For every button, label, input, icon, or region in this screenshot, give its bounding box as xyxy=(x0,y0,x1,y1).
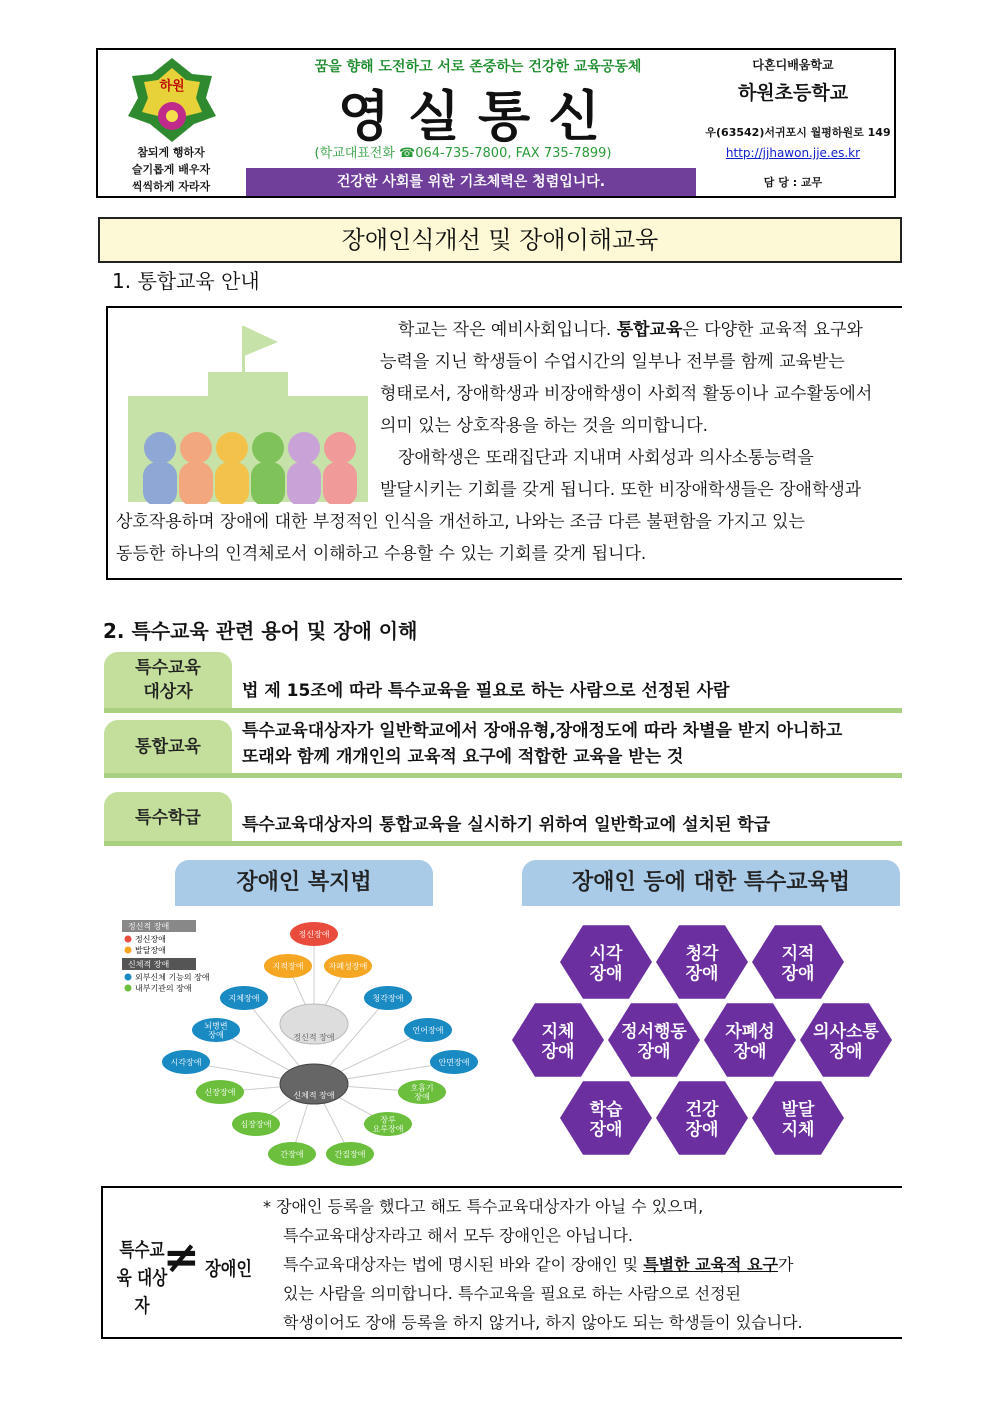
disability-category-hex xyxy=(656,925,748,998)
note-line: 있는 사람을 의미합니다. 특수교육을 필요로 하는 사람으로 선정된 xyxy=(283,1284,742,1303)
para-line: 동등한 하나의 인격체로서 이해하고 수용할 수 있는 기회를 갖게 됩니다. xyxy=(116,544,647,564)
note-line: 특수교육대상자라고 해서 모두 장애인은 아닙니다. xyxy=(283,1226,634,1245)
legend-item: 정신장애 xyxy=(135,935,166,944)
disability-category-hex xyxy=(752,925,844,998)
hex-label: 자폐성 xyxy=(725,1022,775,1042)
welfare-law-title: 장애인 복지법 xyxy=(175,860,433,906)
logo-text: 하원 xyxy=(159,79,185,94)
hex-label: 발달 xyxy=(781,1100,815,1120)
disability-node-label: 정신장애 xyxy=(298,930,330,939)
special-needs-term: 특별한 교육적 요구 xyxy=(643,1255,778,1274)
disability-node xyxy=(196,1080,244,1104)
hex-label: 장애 xyxy=(829,1042,863,1062)
note-line: 학생이어도 장애 등록을 하지 않거나, 하지 않아도 되는 학생들이 있습니다. xyxy=(283,1313,803,1332)
legend-item: 외부신체 기능의 장애 xyxy=(135,973,210,982)
center-physical: 신체적 장애 xyxy=(293,1091,335,1100)
hex-label: 학습 xyxy=(589,1100,623,1120)
hex-label: 장애 xyxy=(733,1042,767,1062)
disability-node xyxy=(398,1080,446,1104)
newsletter-title: 영실통신 xyxy=(337,85,619,148)
hex-label: 장애 xyxy=(781,964,815,984)
disability-node-label: 자폐성장애 xyxy=(328,962,368,971)
para-line: 발달시키는 기회를 갖게 됩니다. 또한 비장애학생들은 장애학생과 xyxy=(380,480,862,500)
hex-label: 장애 xyxy=(541,1042,575,1062)
disability-node-label: 신장장애 xyxy=(204,1088,236,1097)
legend-head-mental: 정신적 장애 xyxy=(128,922,170,931)
disability-category-hex xyxy=(656,1081,748,1154)
student-figure xyxy=(215,432,249,504)
disability-node-label: 뇌병변 xyxy=(204,1021,228,1031)
disability-node-label: 장루 xyxy=(380,1115,396,1125)
para-line: 형태로서, 장애학생과 비장애학생이 사회적 활동이나 교수활동에서 xyxy=(380,384,873,404)
disability-category-hex xyxy=(704,1003,796,1076)
term-row xyxy=(104,720,902,780)
disability-node-label: 장애 xyxy=(208,1030,224,1040)
motto-line: 슬기롭게 배우자 xyxy=(131,163,211,176)
special-education-act-title: 장애인 등에 대한 특수교육법 xyxy=(522,860,900,906)
disability-node xyxy=(324,954,372,978)
hex-label: 지체 xyxy=(781,1120,815,1140)
term-definition-line: 특수교육대상자가 일반학교에서 장애유형,장애정도에 따라 차별을 받지 아니하고 xyxy=(242,721,843,741)
disability-node xyxy=(162,1050,210,1074)
para-line: 상호작용하며 장애에 대한 부정적인 인식을 개선하고, 나와는 조금 다른 불편함을 가지고 있는 xyxy=(116,512,805,532)
term-definition-line: 또래와 함께 개개인의 교육적 요구에 적합한 교육을 받는 것 xyxy=(242,747,684,767)
integrity-banner: 건강한 사회를 위한 기초체력은 청렴입니다. xyxy=(246,168,696,196)
center-mental: 정신적 장애 xyxy=(293,1033,335,1042)
disability-node xyxy=(364,1112,412,1136)
hex-label: 지적 xyxy=(781,944,815,964)
part1-heading: 1. 통합교육 안내 xyxy=(112,269,260,293)
disability-node xyxy=(326,1142,374,1166)
part2-heading: 2. 특수교육 관련 용어 및 장애 이해 xyxy=(103,619,418,643)
disability-node-label: 심장장애 xyxy=(240,1120,272,1129)
disability-node-label: 안면장애 xyxy=(438,1058,470,1067)
school-subtitle: 다혼디배움학교 xyxy=(752,58,834,72)
hex-label: 정서행동 xyxy=(621,1022,687,1042)
para-text: 은 다양한 교육적 요구와 xyxy=(682,320,863,340)
welfare-diagram xyxy=(110,912,490,1172)
not-equal-icon: ≠ xyxy=(163,1232,200,1283)
hex-label: 청각 xyxy=(685,944,719,964)
hex-label: 건강 xyxy=(685,1100,719,1120)
person-in-charge: 담 당 : 교무 xyxy=(763,176,823,189)
disability-node-label: 언어장애 xyxy=(412,1026,444,1035)
para-line: 의미 있는 상호작용을 하는 것을 의미합니다. xyxy=(380,416,709,436)
section-title: 장애인식개선 및 장애이해교육 xyxy=(98,217,902,263)
school-name: 하원초등학교 xyxy=(737,82,849,104)
disability-category-hex xyxy=(560,1081,652,1154)
term-underline xyxy=(104,773,902,778)
hex-label: 의사소통 xyxy=(813,1022,879,1042)
term-label-line: 특수교육 xyxy=(135,658,201,678)
disability-node-label: 호흡기 xyxy=(410,1083,434,1093)
disability-node xyxy=(220,986,268,1010)
term-definition xyxy=(242,718,842,770)
disability-category-hex xyxy=(512,1003,604,1076)
disability-category-hex xyxy=(608,1003,700,1076)
disability-category-hex xyxy=(560,925,652,998)
disability-category-hex xyxy=(752,1081,844,1154)
legend-head-physical: 신체적 장애 xyxy=(128,960,170,969)
student-figure xyxy=(179,432,213,504)
integrated-para-1-cont xyxy=(380,346,902,506)
newsletter-header xyxy=(96,48,896,198)
integrated-para-1 xyxy=(398,314,908,346)
hex-label: 시각 xyxy=(589,944,623,964)
disability-node xyxy=(404,1018,452,1042)
term-definition: 특수교육대상자의 통합교육을 실시하기 위하여 일반학교에 설치된 학급 xyxy=(242,815,771,835)
term-underline xyxy=(104,708,902,713)
term-label xyxy=(104,652,232,708)
disability-node-label: 요루장애 xyxy=(372,1124,404,1134)
school-logo xyxy=(120,54,224,146)
hex-label: 장애 xyxy=(685,964,719,984)
term-row xyxy=(104,792,902,848)
term-label-line: 대상자 xyxy=(143,682,193,702)
note-span: 특수교육대상자는 법에 명시된 바와 같이 장애인 및 xyxy=(283,1255,644,1274)
integrated-education-box xyxy=(106,306,902,580)
note-right-term: 장애인 xyxy=(205,1258,252,1280)
school-phone: (학교대표전화 ☎064-735-7800, FAX 735-7899) xyxy=(314,146,612,161)
disability-category-hex xyxy=(800,1003,892,1076)
school-illustration xyxy=(126,322,370,504)
slogan: 꿈을 향해 도전하고 서로 존중하는 건강한 교육공동체 xyxy=(314,59,642,75)
student-figure xyxy=(143,432,177,504)
disability-node xyxy=(192,1018,240,1042)
student-figure xyxy=(287,432,321,504)
legend-item: 발달장애 xyxy=(135,946,166,955)
student-figure xyxy=(251,432,285,504)
hex-label: 장애 xyxy=(589,1120,623,1140)
para-line: 장애학생은 또래집단과 지내며 사회성과 의사소통능력을 xyxy=(398,448,814,468)
disability-node xyxy=(364,986,412,1010)
term-label: 특수학급 xyxy=(104,792,232,844)
note-span: 가 xyxy=(777,1255,794,1274)
motto-line: 참되게 행하자 xyxy=(137,146,205,159)
legend-item: 내부기관의 장애 xyxy=(135,984,192,993)
term-label: 통합교육 xyxy=(104,720,232,774)
disability-node-label: 간질장애 xyxy=(334,1150,366,1159)
hex-label: 장애 xyxy=(685,1120,719,1140)
note-box xyxy=(101,1186,902,1339)
para-line: 능력을 지닌 학생들이 수업시간의 일부나 전부를 함께 교육받는 xyxy=(380,352,845,372)
integrated-para-2 xyxy=(116,506,896,570)
disability-node xyxy=(290,922,338,946)
term-definition: 법 제 15조에 따라 특수교육을 필요로 하는 사람으로 선정된 사람 xyxy=(242,681,730,701)
student-figure xyxy=(323,432,357,504)
school-address: 우(63542)서귀포시 월평하원로 149 xyxy=(705,126,891,139)
hex-label: 장애 xyxy=(589,964,623,984)
disability-node-label: 간장애 xyxy=(280,1150,304,1159)
special-education-categories xyxy=(510,912,900,1172)
motto-line: 씩씩하게 자라자 xyxy=(131,180,211,193)
disability-node xyxy=(264,954,312,978)
disability-node-label: 지체장애 xyxy=(228,994,260,1003)
term-underline xyxy=(104,841,902,846)
integrated-education-term: 통합교육 xyxy=(616,320,683,340)
disability-node xyxy=(430,1050,478,1074)
para-text: 학교는 작은 예비사회입니다. xyxy=(398,320,617,340)
hex-label: 지체 xyxy=(541,1022,575,1042)
disability-node-label: 장애 xyxy=(414,1092,430,1102)
disability-node-label: 시각장애 xyxy=(170,1058,202,1067)
note-line xyxy=(263,1250,893,1279)
note-left-term: 특수교육 대상자 xyxy=(116,1239,168,1317)
disability-node-label: 청각장애 xyxy=(372,994,404,1003)
note-line: * 장애인 등록을 했다고 해도 특수교육대상자가 아닐 수 있으며, xyxy=(263,1197,704,1216)
disability-node-label: 지적장애 xyxy=(272,962,304,971)
hex-label: 장애 xyxy=(637,1042,671,1062)
school-url-link[interactable]: http://jjhawon.jje.es.kr xyxy=(725,146,861,160)
note-text xyxy=(263,1192,893,1337)
term-row xyxy=(104,652,902,712)
disability-node xyxy=(232,1112,280,1136)
disability-node xyxy=(268,1142,316,1166)
school-motto xyxy=(106,144,236,195)
